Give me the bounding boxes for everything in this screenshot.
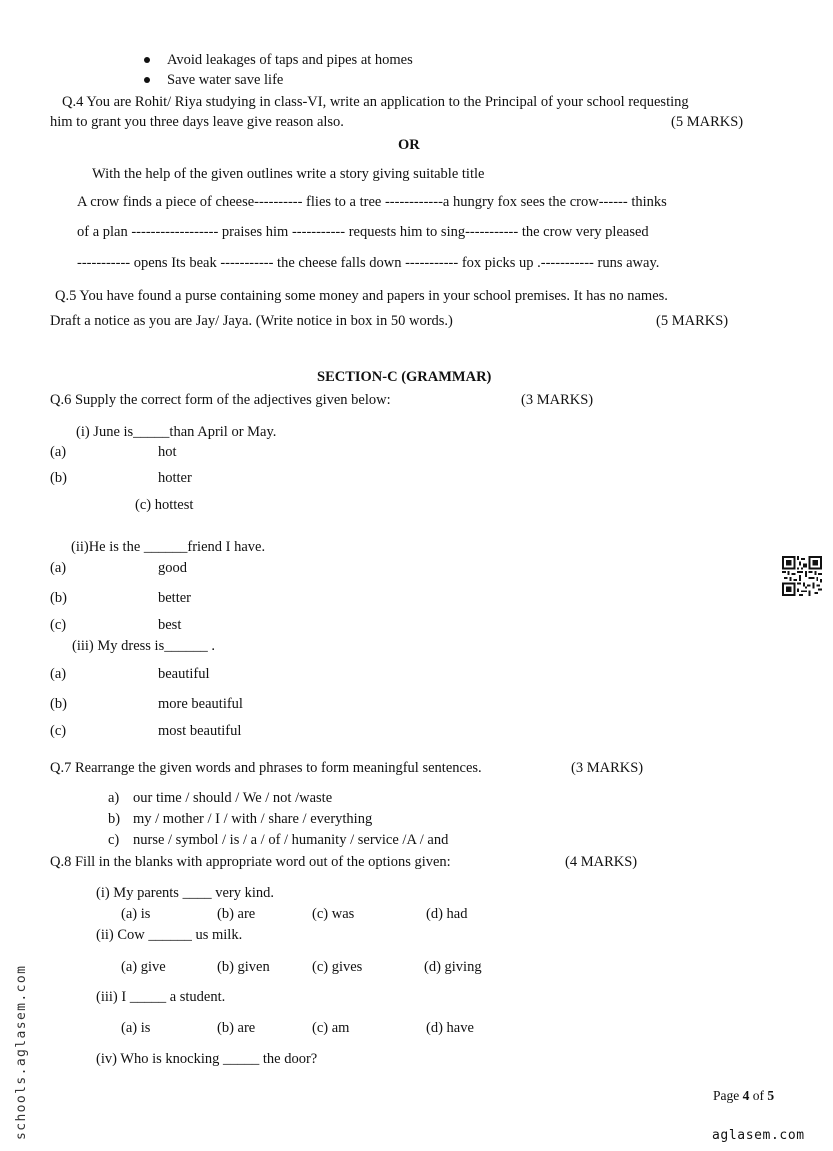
- option-letter: (a): [50, 444, 67, 460]
- option-item: (b) given: [217, 959, 270, 975]
- page-label: Page: [713, 1088, 743, 1103]
- option-word: more beautiful: [158, 696, 243, 712]
- option-letter: (a): [50, 560, 67, 576]
- option-item: (a) give: [121, 959, 166, 975]
- page-total: 5: [767, 1088, 775, 1103]
- q4-line2: him to grant you three days leave give reason also.: [50, 114, 344, 130]
- list-letter: c): [108, 832, 120, 848]
- option-word: hotter: [158, 470, 192, 486]
- option-item: (b) are: [217, 906, 256, 922]
- q5-marks: (5 MARKS): [656, 313, 729, 329]
- option-word: beautiful: [158, 666, 210, 682]
- story-line: of a plan ------------------ praises him ----------- requests him to sing----------- the crow very pleased: [77, 224, 649, 240]
- bullet-item: Avoid leakages of taps and pipes at homes: [167, 52, 413, 68]
- section-title: SECTION-C (GRAMMAR): [317, 369, 492, 385]
- page-of-label: of: [749, 1088, 768, 1103]
- q8-ii-stem: (ii) Cow ______ us milk.: [96, 927, 243, 943]
- option-letter: (c): [50, 617, 67, 633]
- page-current: 4: [742, 1088, 750, 1103]
- watermark: schools.aglasem.com: [14, 964, 29, 1140]
- or-divider: OR: [398, 137, 420, 153]
- list-letter: a): [108, 790, 120, 806]
- option-item: (d) have: [426, 1020, 474, 1036]
- qr-code-icon[interactable]: [782, 556, 822, 596]
- q4-marks: (5 MARKS): [671, 114, 744, 130]
- story-line: A crow finds a piece of cheese---------- flies to a tree ------------a hungry fox sees the crow------ thinks: [77, 194, 667, 210]
- q8-iii-stem: (iii) I _____ a student.: [96, 989, 226, 1005]
- q4-line1: Q.4 You are Rohit/ Riya studying in class-VI, write an application to the Principal of your school requesting: [62, 94, 689, 110]
- option-letter: (b): [50, 470, 67, 486]
- option-word: best: [158, 617, 182, 633]
- option-word: good: [158, 560, 187, 576]
- q7-marks: (3 MARKS): [571, 760, 644, 776]
- list-item: our time / should / We / not /waste: [133, 790, 333, 806]
- story-line: ----------- opens Its beak ----------- the cheese falls down ----------- fox picks up .----------- runs away.: [77, 255, 660, 271]
- q6-marks: (3 MARKS): [521, 392, 594, 408]
- list-item: my / mother / I / with / share / everything: [133, 811, 373, 827]
- q6-iii-stem: (iii) My dress is______ .: [72, 638, 215, 654]
- option-item: (c) hottest: [135, 497, 194, 513]
- q8-i-stem: (i) My parents ____ very kind.: [96, 885, 274, 901]
- q5-line2: Draft a notice as you are Jay/ Jaya. (Write notice in box in 50 words.): [50, 313, 453, 329]
- option-item: (c) gives: [312, 959, 363, 975]
- q6-i-stem: (i) June is_____than April or May.: [76, 424, 277, 440]
- list-letter: b): [108, 811, 121, 827]
- option-letter: (b): [50, 590, 67, 606]
- option-item: (d) giving: [424, 959, 482, 975]
- list-item: nurse / symbol / is / a / of / humanity / service /A / and: [133, 832, 449, 848]
- story-intro: With the help of the given outlines write a story giving suitable title: [92, 166, 485, 182]
- option-item: (c) was: [312, 906, 355, 922]
- q6-ii-stem: (ii)He is the ______friend I have.: [71, 539, 266, 555]
- q7-text: Q.7 Rearrange the given words and phrases to form meaningful sentences.: [50, 760, 482, 776]
- option-item: (d) had: [426, 906, 468, 922]
- site-link[interactable]: aglasem.com: [712, 1128, 805, 1143]
- option-word: hot: [158, 444, 177, 460]
- option-word: most beautiful: [158, 723, 242, 739]
- option-letter: (b): [50, 696, 67, 712]
- q6-text: Q.6 Supply the correct form of the adjectives given below:: [50, 392, 391, 408]
- bullet-item: Save water save life: [167, 72, 284, 88]
- bullet-icon: [144, 77, 150, 83]
- option-letter: (c): [50, 723, 67, 739]
- option-word: better: [158, 590, 192, 606]
- q8-marks: (4 MARKS): [565, 854, 638, 870]
- option-letter: (a): [50, 666, 67, 682]
- option-item: (b) are: [217, 1020, 256, 1036]
- bullet-icon: [144, 57, 150, 63]
- option-item: (a) is: [121, 906, 151, 922]
- option-item: (c) am: [312, 1020, 350, 1036]
- q8-text: Q.8 Fill in the blanks with appropriate word out of the options given:: [50, 854, 451, 870]
- q8-iv-stem: (iv) Who is knocking _____ the door?: [96, 1051, 318, 1067]
- page-number: [713, 1087, 774, 1105]
- q5-line1: Q.5 You have found a purse containing some money and papers in your school premises. It has no names.: [55, 288, 668, 304]
- option-item: (a) is: [121, 1020, 151, 1036]
